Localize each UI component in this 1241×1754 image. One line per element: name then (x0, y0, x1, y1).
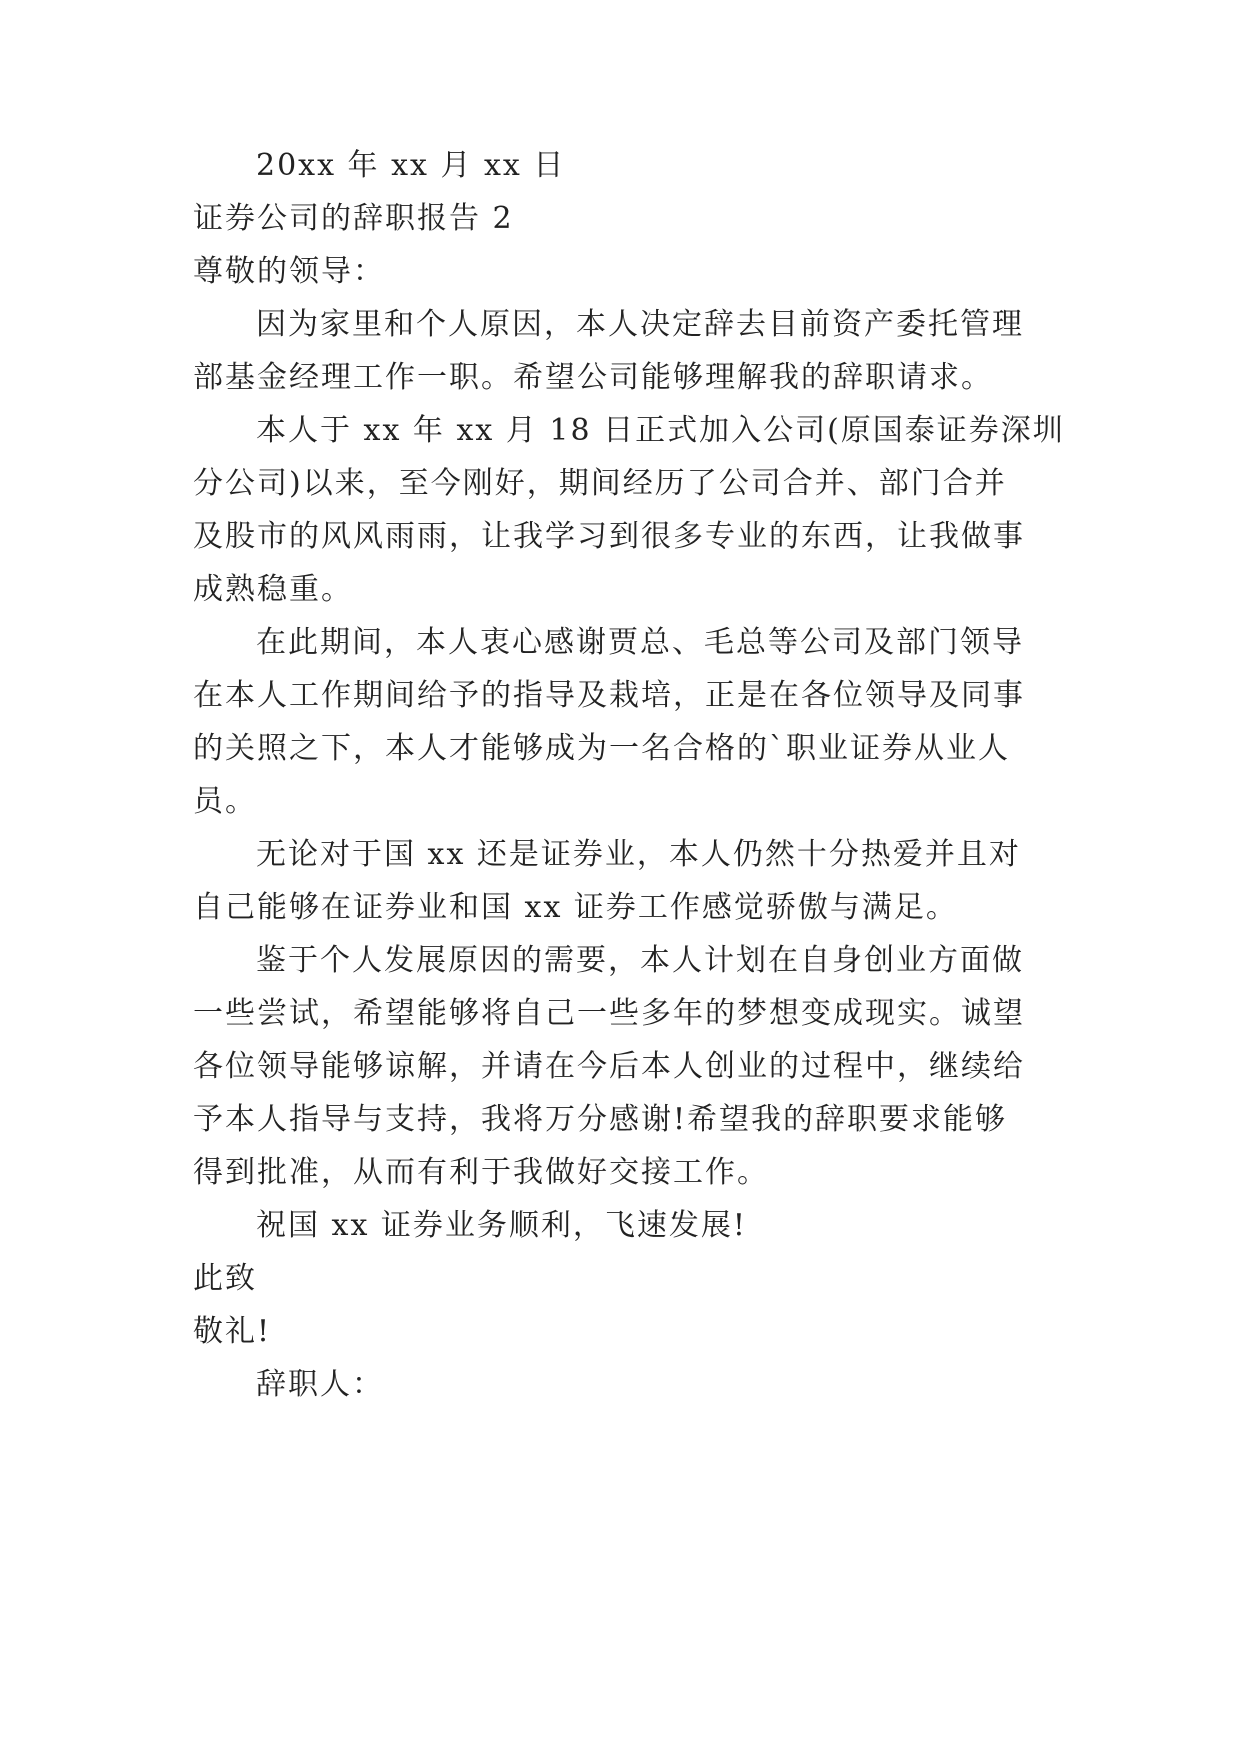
paragraph-5-line-2: 一些尝试，希望能够将自己一些多年的梦想变成现实。诚望 (193, 996, 1025, 1031)
paragraph-2-line-1: 本人于 xx 年 xx 月 18 日正式加入公司(原国泰证券深圳 (256, 413, 1065, 448)
paragraph-4-line-2: 自己能够在证券业和国 xx 证券工作感觉骄傲与满足。 (193, 890, 958, 925)
paragraph-6-line-1: 祝国 xx 证券业务顺利，飞速发展! (256, 1208, 747, 1243)
paragraph-1-line-1: 因为家里和个人原因，本人决定辞去目前资产委托管理 (256, 307, 1024, 342)
salutation: 尊敬的领导： (193, 254, 385, 289)
document-title: 证券公司的辞职报告 2 (193, 201, 514, 236)
paragraph-1-line-2: 部基金经理工作一职。希望公司能够理解我的辞职请求。 (193, 360, 993, 395)
paragraph-5-line-5: 得到批准，从而有利于我做好交接工作。 (193, 1155, 769, 1190)
closing-line-2: 敬礼! (193, 1314, 272, 1349)
paragraph-4-line-1: 无论对于国 xx 还是证券业，本人仍然十分热爱并且对 (256, 837, 1021, 872)
closing-line-1: 此致 (193, 1261, 257, 1296)
paragraph-5-line-3: 各位领导能够谅解，并请在今后本人创业的过程中，继续给 (193, 1049, 1025, 1084)
paragraph-5-line-4: 予本人指导与支持，我将万分感谢!希望我的辞职要求能够 (193, 1102, 1008, 1137)
signature-line: 辞职人： (256, 1367, 384, 1402)
paragraph-3-line-2: 在本人工作期间给予的指导及栽培，正是在各位领导及同事 (193, 678, 1025, 713)
paragraph-3-line-4: 员。 (193, 784, 257, 819)
paragraph-3-line-3: 的关照之下，本人才能够成为一名合格的`职业证券从业人 (193, 731, 1010, 766)
paragraph-3-line-1: 在此期间，本人衷心感谢贾总、毛总等公司及部门领导 (256, 625, 1024, 660)
paragraph-5-line-1: 鉴于个人发展原因的需要，本人计划在自身创业方面做 (256, 943, 1024, 978)
paragraph-2-line-4: 成熟稳重。 (193, 572, 353, 607)
date-line: 20xx 年 xx 月 xx 日 (256, 148, 566, 183)
paragraph-2-line-3: 及股市的风风雨雨，让我学习到很多专业的东西，让我做事 (193, 519, 1025, 554)
paragraph-2-line-2: 分公司)以来，至今刚好，期间经历了公司合并、部门合并 (193, 466, 1007, 501)
